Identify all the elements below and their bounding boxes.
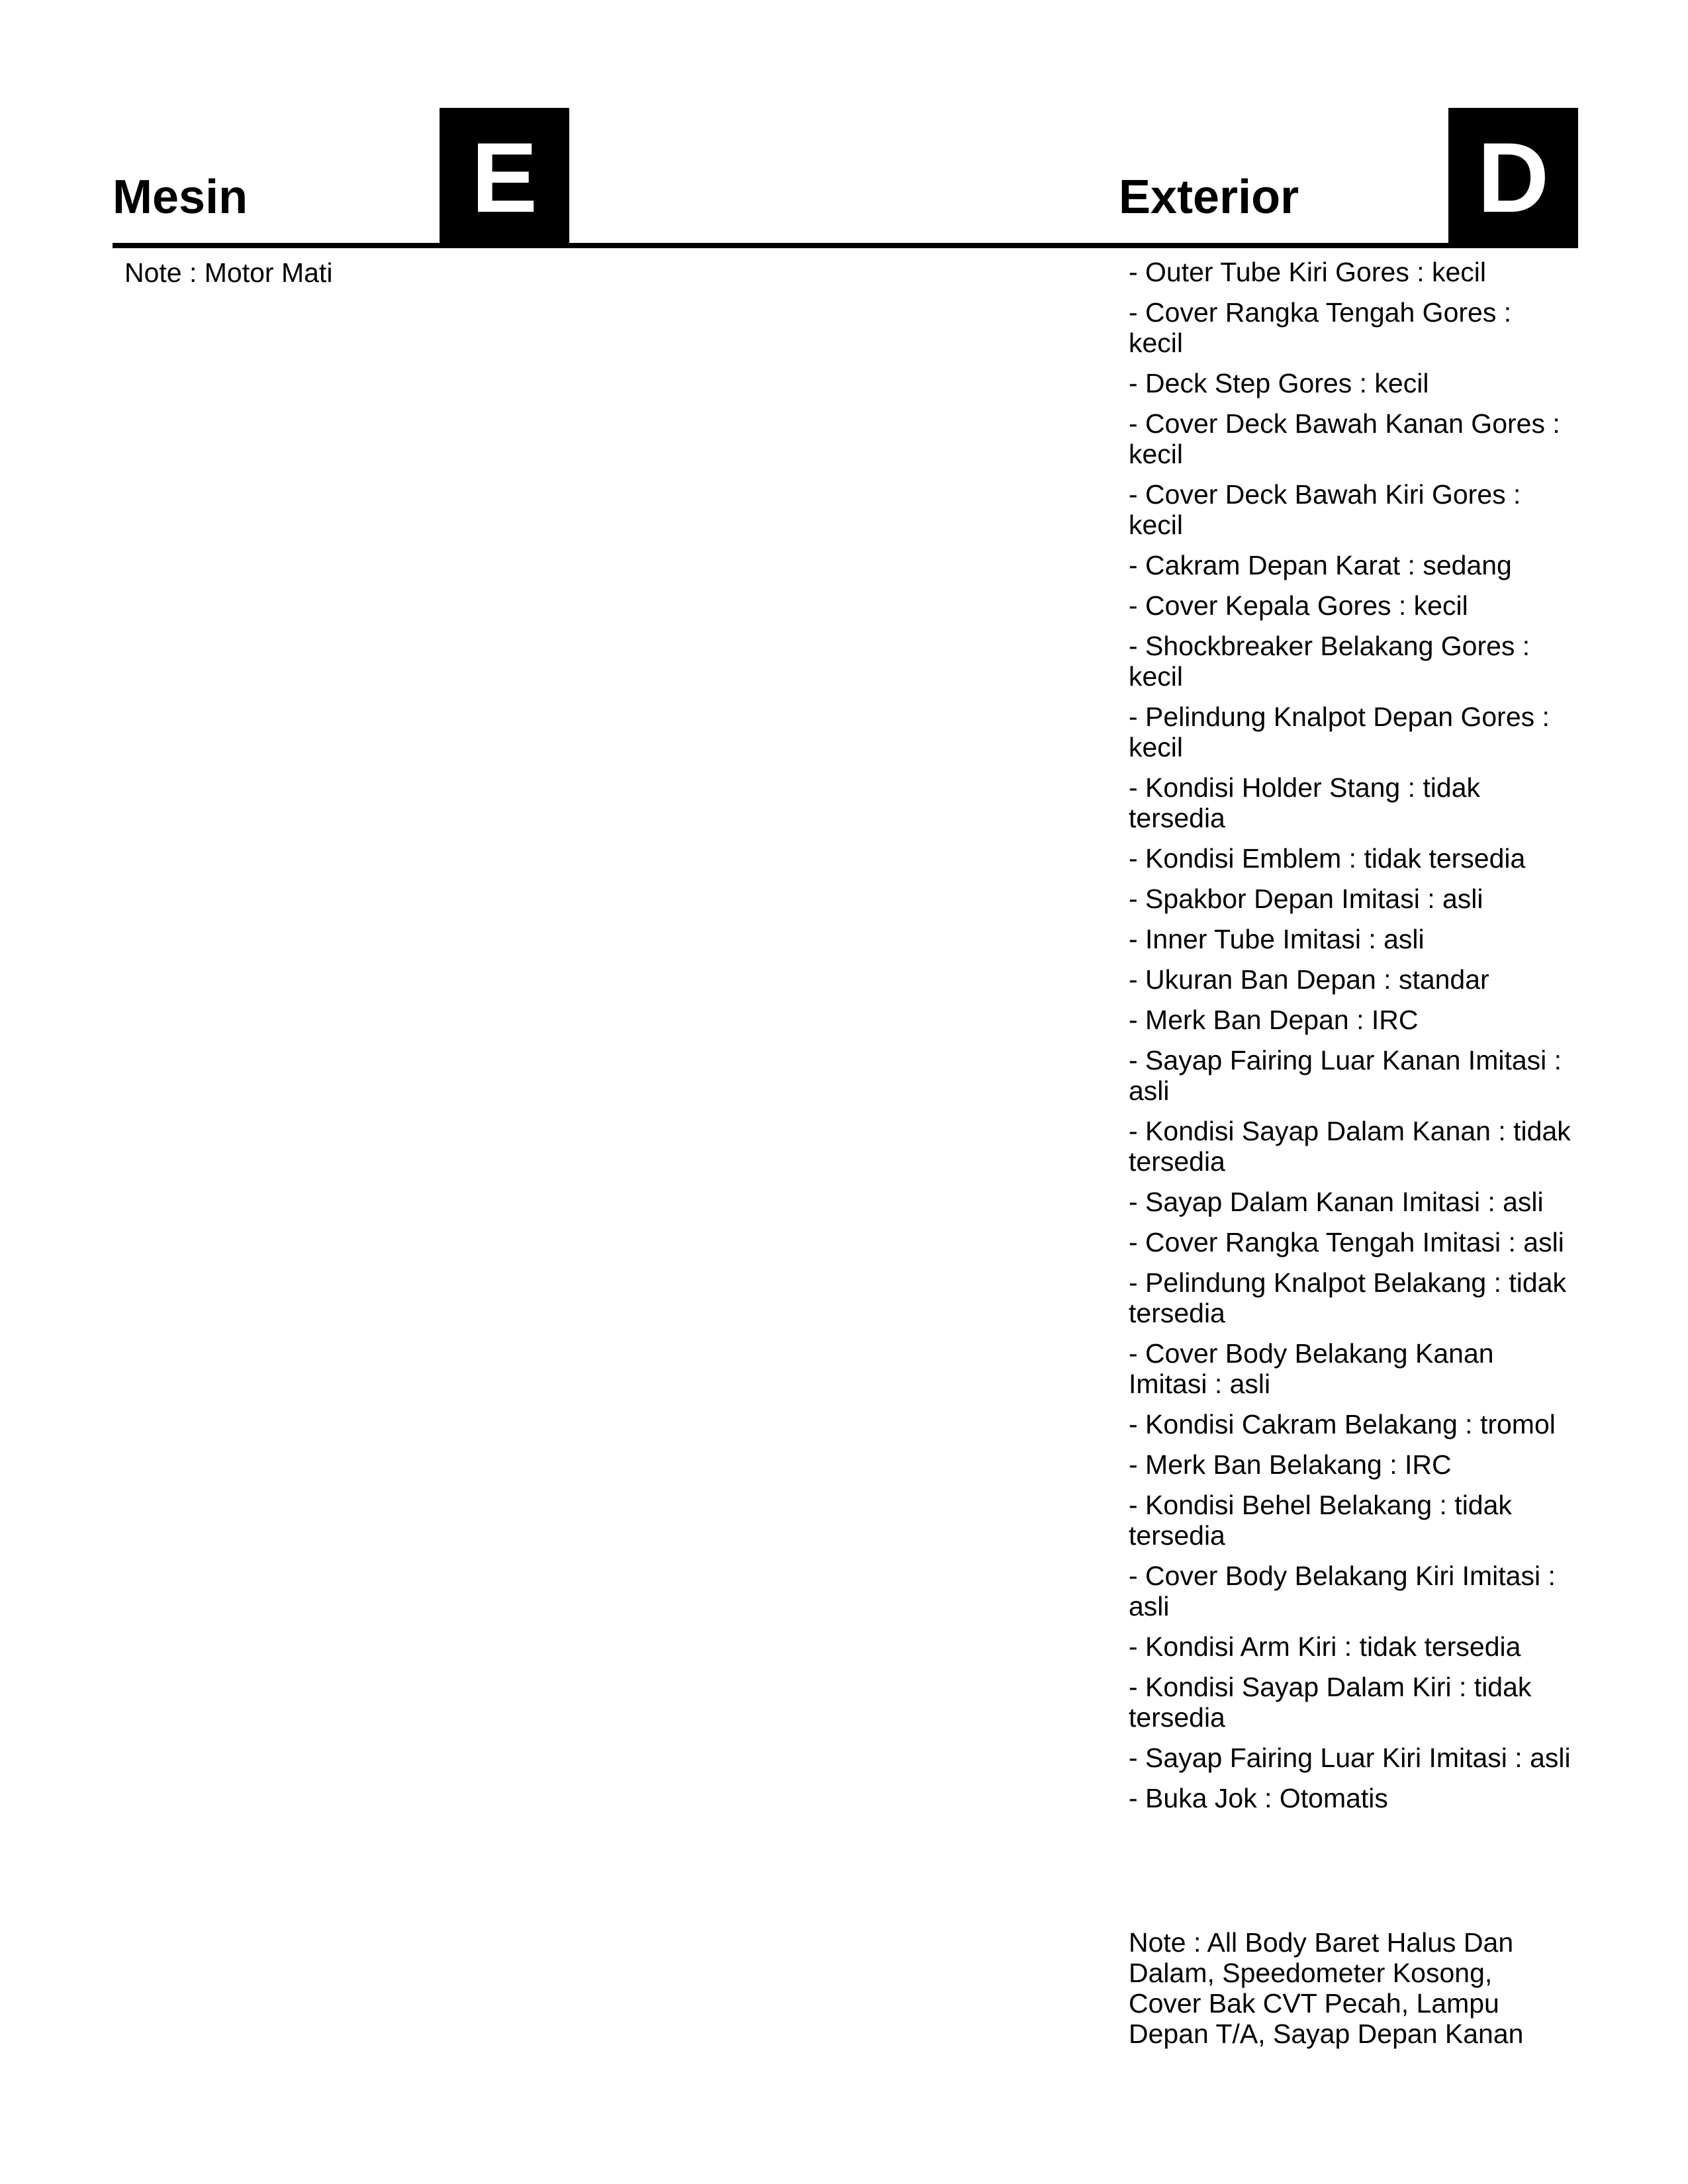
section-divider-rule: [113, 243, 1578, 248]
mesin-note: Note : Motor Mati: [124, 257, 333, 288]
exterior-list-item: - Sayap Dalam Kanan Imitasi : asli: [1129, 1187, 1544, 1217]
exterior-list-item: - Kondisi Holder Stang : tidak tersedia: [1129, 772, 1480, 833]
mesin-section-title: Mesin: [113, 171, 248, 224]
exterior-list-item: - Kondisi Sayap Dalam Kiri : tidak tersedia: [1129, 1672, 1532, 1733]
exterior-list-item: - Kondisi Arm Kiri : tidak tersedia: [1129, 1631, 1521, 1662]
exterior-list-item: - Cover Deck Bawah Kanan Gores : kecil: [1129, 408, 1560, 469]
exterior-list-item: - Ukuran Ban Depan : standar: [1129, 964, 1489, 995]
exterior-list-item: - Kondisi Cakram Belakang : tromol: [1129, 1409, 1556, 1439]
exterior-list-item: - Merk Ban Belakang : IRC: [1129, 1449, 1452, 1480]
exterior-list-item: - Cover Rangka Tengah Gores : kecil: [1129, 297, 1512, 358]
exterior-list-item: - Cover Rangka Tengah Imitasi : asli: [1129, 1227, 1564, 1257]
exterior-item-list: [1129, 257, 1572, 1823]
mesin-section-badge: E: [440, 108, 569, 244]
exterior-list-item: - Sayap Fairing Luar Kiri Imitasi : asli: [1129, 1743, 1571, 1773]
exterior-section-title: Exterior: [1119, 171, 1299, 224]
exterior-section-badge: D: [1448, 108, 1578, 244]
exterior-list-item: - Cover Deck Bawah Kiri Gores : kecil: [1129, 479, 1521, 540]
exterior-list-item: - Cakram Depan Karat : sedang: [1129, 550, 1512, 580]
exterior-list-item: - Sayap Fairing Luar Kanan Imitasi : asli: [1129, 1045, 1562, 1106]
exterior-list-item: - Spakbor Depan Imitasi : asli: [1129, 884, 1483, 914]
exterior-list-item: - Kondisi Sayap Dalam Kanan : tidak tersedia: [1129, 1116, 1571, 1177]
exterior-list-item: - Shockbreaker Belakang Gores : kecil: [1129, 631, 1530, 692]
exterior-note: Note : All Body Baret Halus Dan Dalam, Speedometer Kosong, Cover Bak CVT Pecah, Lampu Depan T/A, Sayap Depan Kanan: [1129, 1927, 1524, 2049]
exterior-list-item: - Pelindung Knalpot Depan Gores : kecil: [1129, 702, 1550, 762]
exterior-list-item: - Outer Tube Kiri Gores : kecil: [1129, 257, 1487, 287]
exterior-list-item: - Pelindung Knalpot Belakang : tidak tersedia: [1129, 1267, 1567, 1328]
exterior-list-item: - Cover Kepala Gores : kecil: [1129, 590, 1468, 621]
exterior-list-item: - Kondisi Behel Belakang : tidak tersedia: [1129, 1490, 1512, 1551]
exterior-list-item: - Merk Ban Depan : IRC: [1129, 1005, 1419, 1035]
exterior-list-item: - Deck Step Gores : kecil: [1129, 368, 1429, 398]
exterior-list-item: - Cover Body Belakang Kiri Imitasi : asli: [1129, 1561, 1556, 1621]
exterior-list-item: - Buka Jok : Otomatis: [1129, 1783, 1388, 1813]
exterior-list-item: - Inner Tube Imitasi : asli: [1129, 924, 1425, 954]
exterior-list-item: - Cover Body Belakang Kanan Imitasi : asli: [1129, 1338, 1494, 1399]
exterior-list-item: - Kondisi Emblem : tidak tersedia: [1129, 843, 1526, 874]
